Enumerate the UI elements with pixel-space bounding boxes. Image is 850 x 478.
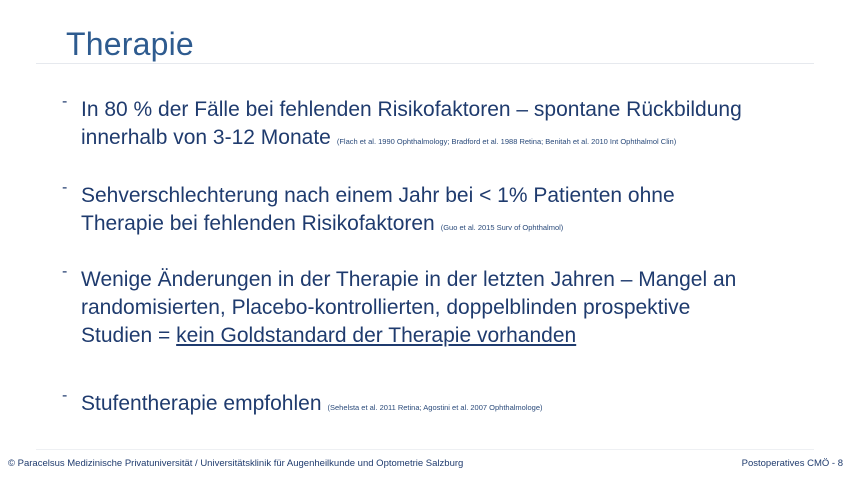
bullet-text-line: randomisierten, Placebo-kontrollierten, doppelblinden prospektive [81,296,691,319]
citation: (Sehelsta et al. 2011 Retina; Agostini et al. 2007 Ophthalmologe) [327,403,543,412]
bullet-marker: - [62,93,68,110]
footer-copyright: © Paracelsus Medizinische Privatuniversität / Universitätsklinik für Augenheilkunde und Optometrie Salzburg [8,458,464,469]
citation: (Flach et al. 1990 Ophthalmology; Bradford et al. 1988 Retina; Benitah et al. 2010 Int Ophthalmol Clin) [336,137,677,146]
bullet-text-line: In 80 % der Fälle bei fehlenden Risikofaktoren – spontane Rückbildung [81,98,742,121]
bullet-text [81,266,821,350]
bullet-text-line: innerhalb von 3-12 Monate [81,126,331,149]
bullet-text-line: Stufentherapie empfohlen [81,392,322,415]
slide-title: Therapie [66,26,194,62]
bullet-text-line: Wenige Änderungen in der Therapie in der letzten Jahren – Mangel an [81,268,737,291]
bullet-marker: - [62,387,68,404]
title-divider [36,63,814,64]
emphasis-text: kein Goldstandard der Therapie vorhanden [176,324,577,347]
footer-divider [36,449,814,450]
bullet-text-line: Therapie bei fehlenden Risikofaktoren [81,212,435,235]
footer-page-label: Postoperatives CMÖ - 8 [741,458,843,469]
bullet-text [81,390,821,422]
bullet-marker: - [62,179,68,196]
bullet-text [81,96,821,156]
bullet-text-line: Studien = [81,324,177,347]
bullet-marker: - [62,263,68,280]
citation: (Guo et al. 2015 Surv of Ophthalmol) [440,223,564,232]
bullet-text-line: Sehverschlechterung nach einem Jahr bei < 1% Patienten ohne [81,184,675,207]
bullet-text [81,182,821,242]
